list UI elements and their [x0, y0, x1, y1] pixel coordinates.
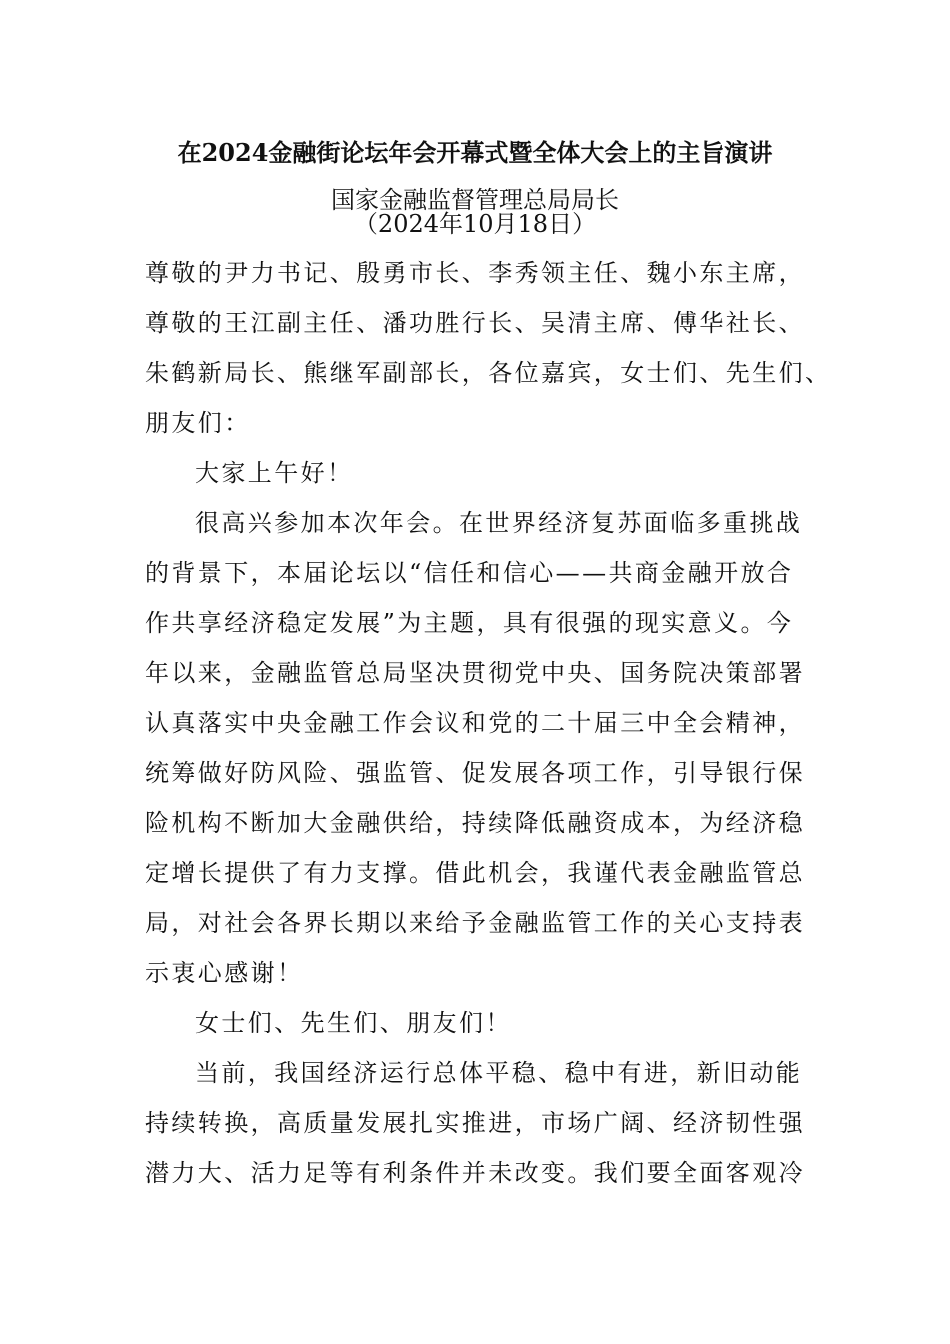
- document-title: 在2024金融街论坛年会开幕式暨全体大会上的主旨演讲: [177, 138, 773, 167]
- salutation-line: 朋友们：: [145, 409, 251, 437]
- paragraph-line: 大家上午好！: [195, 459, 354, 487]
- paragraph-line: 潜力大、活力足等有利条件并未改变。我们要全面客观冷: [145, 1159, 805, 1187]
- paragraph-line: 持续转换，高质量发展扎实推进，市场广阔、经济韧性强: [145, 1109, 805, 1137]
- paragraph-line: 作共享经济稳定发展”为主题，具有很强的现实意义。今: [145, 609, 794, 637]
- speaker-title: 国家金融监督管理总局局长: [331, 186, 619, 214]
- salutation-line: 朱鹤新局长、熊继军副部长，各位嘉宾，女士们、先生们、: [145, 359, 832, 387]
- paragraph-line: 当前，我国经济运行总体平稳、稳中有进，新旧动能: [195, 1059, 803, 1087]
- paragraph-line: 统筹做好防风险、强监管、促发展各项工作，引导银行保: [145, 759, 805, 787]
- paragraph-line: 认真落实中央金融工作会议和党的二十届三中全会精神，: [145, 709, 805, 737]
- paragraph-line: 的背景下，本届论坛以“信任和信心——共商金融开放合: [145, 559, 794, 587]
- paragraph-line: 女士们、先生们、朋友们！: [195, 1009, 512, 1037]
- paragraph-line: 年以来，金融监管总局坚决贯彻党中央、国务院决策部署: [145, 659, 805, 687]
- paragraph-line: 很高兴参加本次年会。在世界经济复苏面临多重挑战: [195, 509, 803, 537]
- paragraph-line: 定增长提供了有力支撑。借此机会，我谨代表金融监管总: [145, 859, 805, 887]
- paragraph-line: 险机构不断加大金融供给，持续降低融资成本，为经济稳: [145, 809, 805, 837]
- salutation-line: 尊敬的王江副主任、潘功胜行长、吴清主席、傅华社长、: [145, 309, 805, 337]
- paragraph-line: 示衷心感谢！: [145, 959, 304, 987]
- paragraph-line: 局，对社会各界长期以来给予金融监管工作的关心支持表: [145, 909, 805, 937]
- speech-date: （2024年10月18日）: [353, 210, 597, 238]
- salutation-line: 尊敬的尹力书记、殷勇市长、李秀领主任、魏小东主席，: [145, 259, 805, 287]
